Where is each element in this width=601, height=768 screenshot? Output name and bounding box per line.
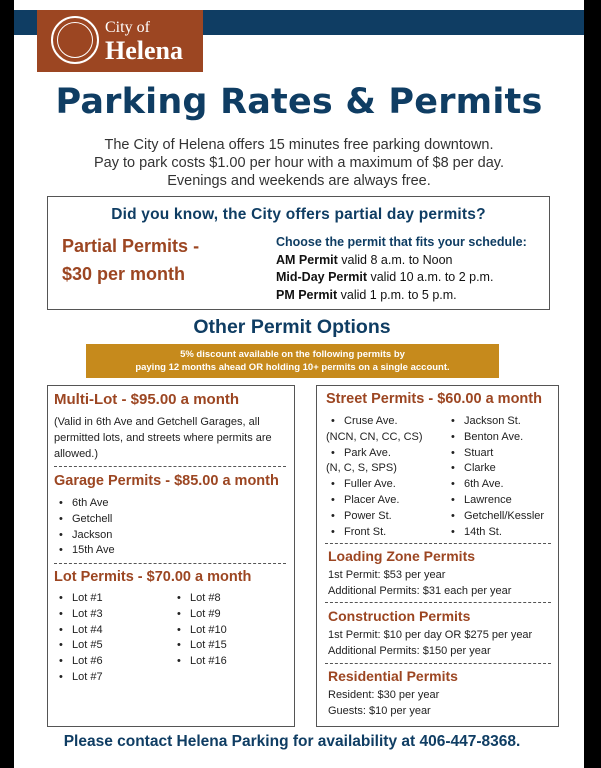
divider (325, 543, 551, 544)
intro-text (14, 136, 584, 190)
list-item: • Lot #5 (54, 638, 103, 654)
list-item: • Cruse Ave. (326, 414, 423, 430)
lot-list-col1 (54, 591, 103, 686)
list-item: • Jackson (54, 528, 115, 544)
lot-list-col2 (172, 591, 227, 670)
residential-rates: Resident: $30 per year Guests: $10 per year (328, 689, 440, 717)
list-item: • 6th Ave. (446, 477, 544, 493)
partial-option: Mid-Day Permit valid 10 a.m. to 2 p.m. (276, 270, 494, 284)
lot-permits-title: Lot Permits - $70.00 a month (54, 569, 252, 585)
list-item: • Power St. (326, 509, 423, 525)
contact-line: Please contact Helena Parking for availability at 406-447-8368. (63, 733, 521, 750)
logo-name: Helena (105, 36, 183, 65)
page-title: Parking Rates & Permits (55, 82, 543, 122)
loading-zone-rates: 1st Permit: $53 per year Additional Permits: $31 each per year (328, 569, 512, 597)
intro-line: Pay to park costs $1.00 per hour with a maximum of $8 per day. (94, 155, 504, 171)
city-logo (37, 10, 203, 72)
city-seal-icon (51, 16, 99, 64)
list-item: (NCN, CN, CC, CS) (326, 430, 423, 443)
residential-title: Residential Permits (328, 668, 458, 684)
list-item: • Lot #3 (54, 607, 103, 623)
list-item: • Lot #8 (172, 591, 227, 607)
divider (54, 563, 286, 564)
discount-line: 5% discount available on the following permits by (180, 349, 405, 360)
list-item: • Front St. (326, 525, 423, 541)
list-item: • Lot #9 (172, 607, 227, 623)
intro-line: Evenings and weekends are always free. (167, 173, 431, 189)
list-item: • Stuart (446, 446, 544, 462)
divider (325, 663, 551, 664)
list-item: • Getchell (54, 512, 115, 528)
choose-heading: Choose the permit that fits your schedule: (276, 235, 527, 249)
construction-rates: 1st Permit: $10 per day OR $275 per year Additional Permits: $150 per year (328, 629, 533, 657)
intro-line: The City of Helena offers 15 minutes free parking downtown. (104, 137, 494, 153)
partial-permits-heading: Did you know, the City offers partial day permits? (111, 206, 486, 223)
list-item: • 6th Ave (54, 496, 115, 512)
list-item: • Lot #1 (54, 591, 103, 607)
partial-option: AM Permit valid 8 a.m. to Noon (276, 252, 453, 267)
flyer-page (14, 0, 584, 768)
list-item: (N, C, S, SPS) (326, 462, 397, 475)
street-permits-title: Street Permits - $60.00 a month (326, 391, 542, 407)
list-item: • Park Ave. (326, 446, 423, 462)
multi-lot-note: (Valid in 6th Ave and Getchell Garages, all permitted lots, and streets where permits are allowed.) (54, 416, 272, 460)
list-item: • Lawrence (446, 493, 544, 509)
divider (325, 602, 551, 603)
list-item: • Getchell/Kessler (446, 509, 544, 525)
partial-price-line: Partial Permits - (62, 236, 200, 256)
list-item: • Lot #10 (172, 623, 227, 639)
list-item: • Lot #7 (54, 670, 103, 686)
list-item: • Jackson St. (446, 414, 544, 430)
garage-permits-title: Garage Permits - $85.00 a month (54, 473, 279, 489)
partial-permit-options (276, 234, 527, 304)
discount-line: paying 12 months ahead OR holding 10+ permits on a single account. (135, 362, 450, 373)
street-list-col2 (446, 414, 544, 540)
discount-banner (86, 344, 499, 378)
list-item: • Lot #6 (54, 654, 103, 670)
other-permits-heading: Other Permit Options (193, 316, 391, 338)
list-item: • Lot #15 (172, 638, 227, 654)
divider (54, 466, 286, 467)
list-item: • 15th Ave (54, 543, 115, 559)
list-item: • Lot #4 (54, 623, 103, 639)
construction-title: Construction Permits (328, 608, 471, 624)
multi-lot-title: Multi-Lot - $95.00 a month (54, 391, 240, 408)
partial-permits-price (62, 232, 199, 288)
loading-zone-title: Loading Zone Permits (328, 548, 476, 564)
partial-price-line: $30 per month (62, 264, 186, 284)
list-item: • 14th St. (446, 525, 544, 541)
list-item: • Lot #16 (172, 654, 227, 670)
garage-list (54, 496, 115, 559)
list-item: • Placer Ave. (326, 493, 423, 509)
list-item: • Benton Ave. (446, 430, 544, 446)
logo-city-of: City of (105, 19, 150, 36)
list-item: • Fuller Ave. (326, 477, 423, 493)
list-item: • Clarke (446, 461, 544, 477)
street-list-col1 (326, 414, 423, 540)
partial-option: PM Permit valid 1 p.m. to 5 p.m. (276, 287, 457, 302)
